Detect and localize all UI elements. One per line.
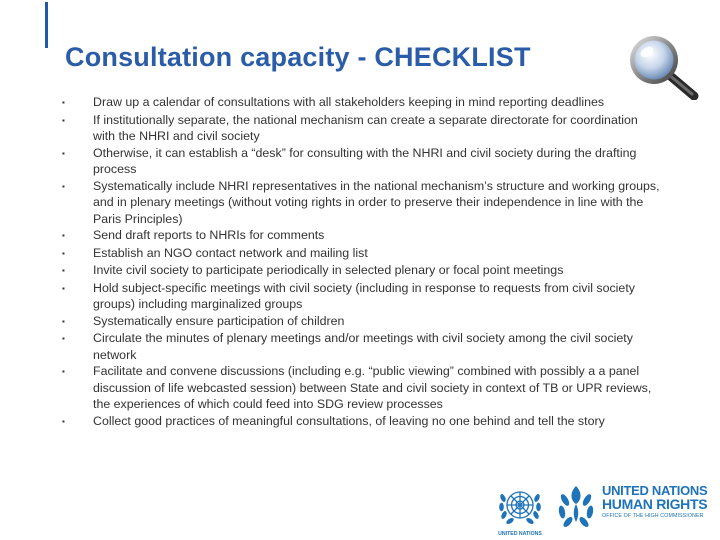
checklist-item-text: Systematically ensure participation of children bbox=[93, 313, 345, 328]
checklist-item bbox=[62, 245, 662, 263]
square-bullet-icon: ▪ bbox=[62, 148, 65, 158]
checklist-item bbox=[62, 94, 662, 112]
checklist-item-text: Systematically include NHRI representatives in the national mechanism’s structure and working groups, and in plenary meetings (without voting rights in order to preserve their independence in line with the Paris Principles) bbox=[93, 178, 660, 226]
checklist-item-text: Hold subject-specific meetings with civil society (including in response to requests from civil society groups) including marginalized groups bbox=[93, 280, 635, 311]
checklist-item-text: If institutionally separate, the national mechanism can create a separate directorate for coordination with the NHRI and civil society bbox=[93, 112, 638, 143]
checklist-item bbox=[62, 330, 662, 363]
square-bullet-icon: ▪ bbox=[62, 416, 65, 426]
checklist-bullet-list bbox=[62, 94, 662, 430]
un-emblem-logo bbox=[494, 484, 546, 538]
ohchr-line-human-rights: HUMAN RIGHTS bbox=[602, 496, 708, 512]
checklist-item-text: Collect good practices of meaningful consultations, of leaving no one behind and tell the story bbox=[93, 413, 605, 428]
checklist-item-text: Facilitate and convene discussions (including e.g. “public viewing” combined with possibly a a panel discussion of life webcasted session) between State and civil society in context of TB or UPR reviews, the experiences of which could feed into SDG review processes bbox=[93, 364, 652, 411]
checklist-item-text: Draw up a calendar of consultations with all stakeholders keeping in mind reporting deadlines bbox=[93, 95, 605, 109]
square-bullet-icon: ▪ bbox=[62, 115, 65, 125]
checklist-item-text: Establish an NGO contact network and mailing list bbox=[93, 245, 368, 260]
square-bullet-icon: ▪ bbox=[62, 231, 65, 240]
square-bullet-icon: ▪ bbox=[62, 367, 65, 376]
ohchr-emblem-logo bbox=[556, 482, 596, 532]
checklist-item bbox=[62, 413, 662, 431]
un-emblem-caption: UNITED NATIONS bbox=[498, 531, 542, 537]
checklist-item bbox=[62, 280, 662, 313]
square-bullet-icon: ▪ bbox=[62, 334, 65, 343]
checklist-item-text: Invite civil society to participate periodically in selected plenary or focal point meetings bbox=[93, 263, 564, 277]
checklist-item-text: Circulate the minutes of plenary meetings and/or meetings with civil society among the civil society network bbox=[93, 331, 633, 362]
ohchr-wordmark bbox=[602, 484, 720, 520]
checklist-item bbox=[62, 262, 662, 280]
square-bullet-icon: ▪ bbox=[62, 283, 65, 293]
checklist-item bbox=[62, 227, 662, 245]
title-accent-bar bbox=[45, 2, 48, 48]
checklist-item bbox=[62, 313, 662, 331]
checklist-item bbox=[62, 363, 662, 413]
checklist-item bbox=[62, 112, 662, 145]
checklist-item-text: Send draft reports to NHRIs for comments bbox=[93, 228, 325, 242]
square-bullet-icon: ▪ bbox=[62, 266, 65, 275]
ohchr-line-united-nations: UNITED NATIONS bbox=[602, 483, 708, 498]
square-bullet-icon: ▪ bbox=[62, 248, 65, 258]
magnifier-icon bbox=[624, 32, 700, 100]
ohchr-line-office: OFFICE OF THE HIGH COMMISSIONER bbox=[602, 513, 704, 519]
checklist-item bbox=[62, 178, 662, 228]
checklist-item bbox=[62, 145, 662, 178]
checklist-item-text: Otherwise, it can establish a “desk” for consulting with the NHRI and civil society during the drafting process bbox=[93, 145, 637, 176]
square-bullet-icon: ▪ bbox=[62, 181, 65, 191]
square-bullet-icon: ▪ bbox=[62, 98, 65, 107]
square-bullet-icon: ▪ bbox=[62, 316, 65, 326]
slide-title: Consultation capacity - CHECKLIST bbox=[65, 42, 531, 72]
